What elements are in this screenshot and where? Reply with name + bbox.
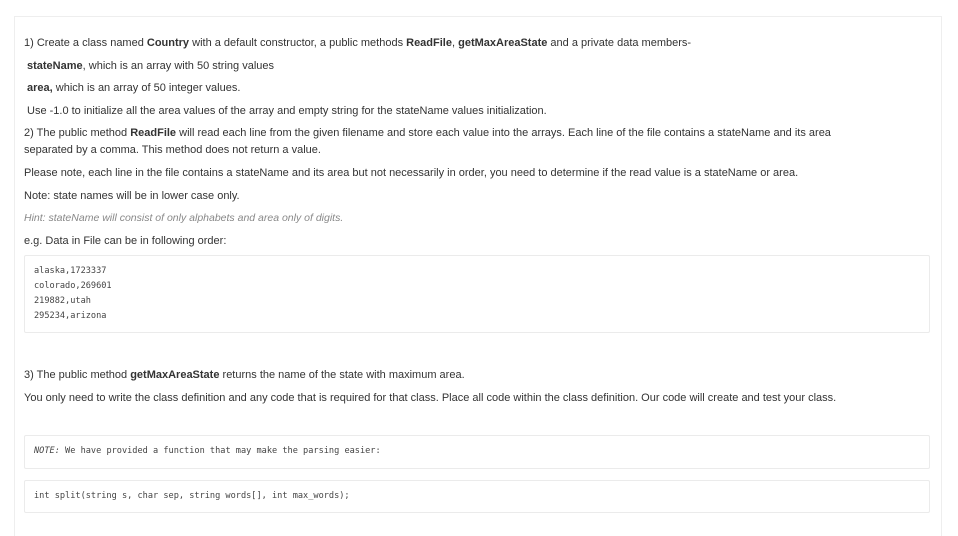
init-note: Use -1.0 to initialize all the area values of the array and empty string for the stateName values initialization. — [27, 105, 547, 117]
note-text: We have provided a function that may make the parsing easier: — [59, 446, 381, 456]
member-area — [27, 80, 240, 97]
method-getmaxareastate-2: getMaxAreaState — [130, 369, 220, 381]
hint-text: Hint: stateName will consist of only alphabets and area only of digits. — [24, 212, 344, 224]
member-area-desc: which is an array of 50 integer values. — [52, 82, 241, 94]
requirement-2-text: 2) The public method — [24, 127, 131, 139]
requirement-3 — [24, 367, 465, 384]
requirement-2-line2: separated by a comma. This method does not return a value. — [24, 144, 321, 156]
provided-note — [34, 444, 381, 459]
example-intro: e.g. Data in File can be in following order: — [24, 235, 227, 247]
data-line: alaska,1723337 — [34, 266, 107, 276]
class-name: Country — [146, 37, 190, 49]
member-statename-desc: , which is an array with 50 string values — [82, 60, 275, 72]
requirement-3-text-end: returns the name of the state with maximum area. — [219, 369, 465, 381]
requirement-3-text: 3) The public method — [24, 369, 131, 381]
member-statename-name: stateName — [27, 60, 83, 72]
member-statename — [27, 58, 274, 75]
requirement-2-text-end: will read each line from the given filename and store each value into the arrays. Each line of the file contains a stateName and its area — [176, 127, 831, 139]
requirement-1-text-end: and a private data members- — [547, 37, 692, 49]
class-definition-note: You only need to write the class definition and any code that is required for that class. Place all code within the class definition. Our code will create and test your class. — [24, 392, 837, 404]
method-getmaxareastate: getMaxAreaState — [458, 37, 548, 49]
note-label: NOTE: — [34, 446, 60, 456]
note-lowercase: Note: state names will be in lower case only. — [24, 190, 240, 202]
requirement-1-text-mid: with a default constructor, a public methods — [189, 37, 407, 49]
provided-note-box — [24, 435, 930, 469]
signature-box — [24, 480, 930, 513]
requirement-1 — [24, 35, 691, 52]
data-line: 295234,arizona — [34, 311, 107, 321]
method-readfile-2: ReadFile — [130, 127, 177, 139]
method-readfile: ReadFile — [406, 37, 452, 49]
please-note: Please note, each line in the file contains a stateName and its area but not necessarily in order, you need to determine if the read value is a stateName or area. — [24, 167, 799, 179]
requirement-1-text: 1) Create a class named — [24, 37, 147, 49]
member-area-name: area, — [27, 82, 53, 94]
data-line: 219882,utah — [34, 296, 91, 306]
data-example-box — [24, 255, 930, 333]
separator: , — [451, 37, 459, 49]
split-signature: int split(string s, char sep, string words[], int max_words); — [34, 491, 350, 501]
data-line: colorado,269601 — [34, 281, 112, 291]
requirement-2 — [24, 125, 831, 142]
